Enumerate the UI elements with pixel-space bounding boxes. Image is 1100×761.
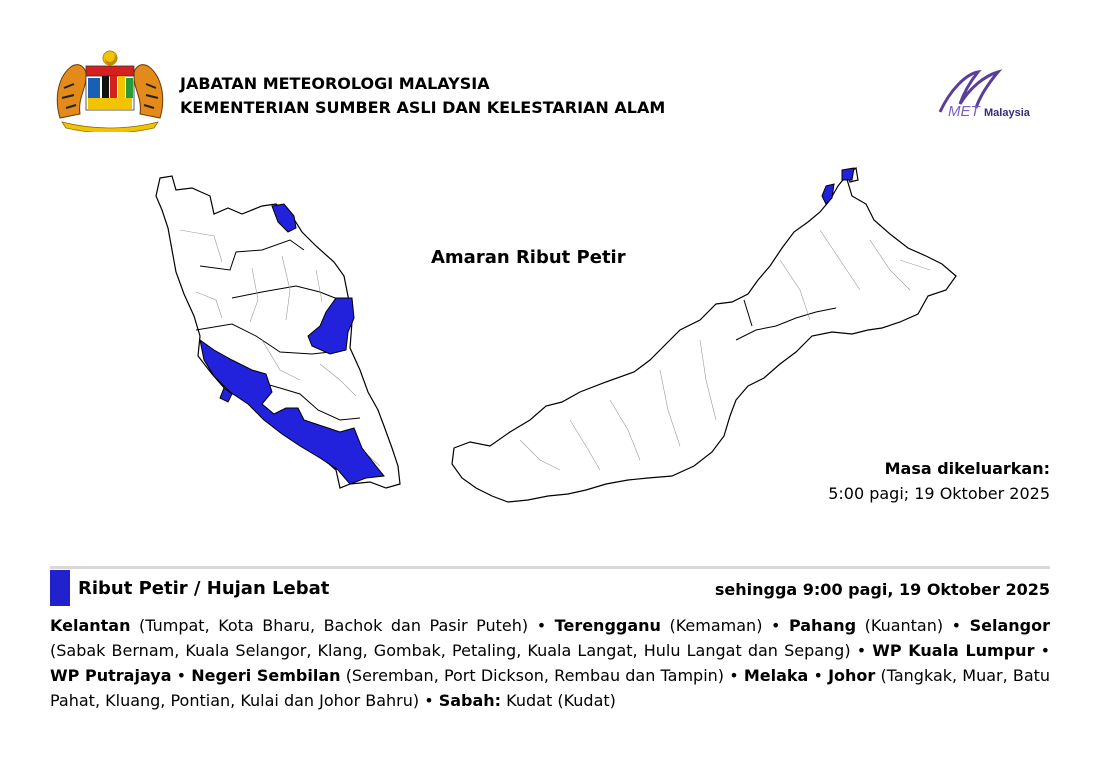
- warning-type: Ribut Petir / Hujan Lebat: [78, 578, 330, 599]
- organization-name: JABATAN METEOROLOGI MALAYSIA: [180, 74, 490, 93]
- area-state: WP Putrajaya: [50, 666, 172, 685]
- area-state: WP Kuala Lumpur: [872, 641, 1035, 660]
- area-state: Melaka: [743, 666, 809, 685]
- warning-valid-until: sehingga 9:00 pagi, 19 Oktober 2025: [714, 580, 1050, 599]
- coat-of-arms-logo: [50, 48, 170, 132]
- ministry-name: KEMENTERIAN SUMBER ASLI DAN KELESTARIAN ALAM: [180, 98, 666, 117]
- warning-area-list: Kelantan (Tumpat, Kota Bharu, Bachok dan Pasir Puteh) • Terengganu (Kemaman) • Pahang (Kuantan) • Selangor (Sabak Bernam, Kuala Selangor, Klang, Gombak, Petaling, Kuala Langat, Hulu Langat dan Sepang) • WP Kuala Lumpur • WP Putrajaya • Negeri Sembilan (Seremban, Port Dickson, Rembau dan Tampin) • Melaka • Johor (Tangkak, Muar, Batu Pahat, Kluang, Pontian, Kulai dan Johor Bahru) • Sabah: Kudat (Kudat): [50, 616, 1051, 710]
- borneo-malaysia-map: [452, 168, 956, 502]
- area-state: Johor: [828, 666, 876, 685]
- area-districts: (Kuantan): [864, 616, 944, 635]
- met-logo-met-text: MET: [948, 103, 980, 120]
- area-districts: (Kemaman): [669, 616, 763, 635]
- area-state: Sabah:: [438, 691, 502, 710]
- area-districts: Kudat (Kudat): [506, 691, 616, 710]
- issued-label: Masa dikeluarkan:: [884, 459, 1050, 478]
- area-state: Negeri Sembilan: [191, 666, 341, 685]
- area-districts: (Seremban, Port Dickson, Rembau dan Tampin): [345, 666, 725, 685]
- area-districts: (Tangkak, Muar, Batu Pahat, Kluang, Pontian, Kulai dan Johor Bahru): [50, 666, 1051, 710]
- issued-value: 5:00 pagi; 19 Oktober 2025: [828, 484, 1050, 503]
- issued-time-block: [828, 456, 1050, 506]
- area-state: Kelantan: [50, 616, 131, 635]
- section-divider: [50, 566, 1050, 569]
- map-title: Amaran Ribut Petir: [431, 247, 626, 268]
- area-districts: (Sabak Bernam, Kuala Selangor, Klang, Gombak, Petaling, Kuala Langat, Hulu Langat dan Sepang): [50, 641, 851, 660]
- met-malaysia-logo: [936, 68, 1046, 120]
- area-state: Selangor: [969, 616, 1051, 635]
- area-districts: (Tumpat, Kota Bharu, Bachok dan Pasir Puteh): [139, 616, 529, 635]
- met-logo-malaysia-text: Malaysia: [984, 107, 1030, 119]
- warning-color-bar: [50, 570, 70, 606]
- area-state: Terengganu: [554, 616, 661, 635]
- area-state: Pahang: [788, 616, 857, 635]
- peninsular-malaysia-map: [156, 176, 400, 488]
